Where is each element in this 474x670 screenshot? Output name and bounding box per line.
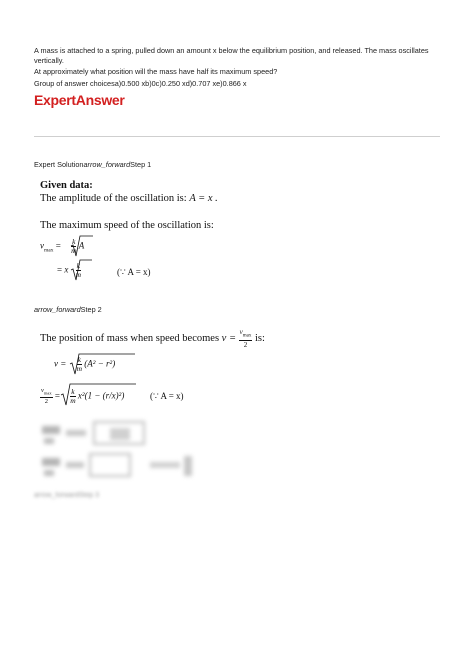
because-note-1: (∵ A = x) — [117, 267, 151, 277]
blur-glyph — [44, 470, 54, 476]
given-data-heading: Given data: — [40, 180, 93, 191]
blur-glyph — [66, 430, 86, 436]
equals-sign: = — [55, 240, 61, 251]
radical-v — [70, 354, 135, 374]
m-symbol: m — [76, 364, 82, 373]
is-text: is: — [255, 333, 265, 345]
blur-glyph — [44, 438, 54, 444]
k-symbol: k — [72, 237, 76, 246]
answer-choices: Group of answer choicesa)0.500 xb)0c)0.250 xd)0.707 xe)0.866 x — [34, 79, 247, 88]
amplitude-symbol: A — [78, 240, 85, 251]
k-symbol: k — [71, 387, 75, 397]
denominator-2: 2 — [243, 341, 248, 350]
radical-vmax-2 — [71, 260, 92, 280]
radical-vmax-1 — [71, 236, 93, 256]
amplitude-text: The amplitude of the oscillation is: — [40, 193, 187, 204]
blur-glyph — [184, 456, 192, 476]
vmax-symbol: v — [41, 387, 44, 394]
question-line-1: A mass is attached to a spring, pulled down an amount x below the equilibrium position, and released. The mass oscillates vertically. — [34, 46, 429, 65]
max-speed-statement: The maximum speed of the oscillation is: — [40, 220, 214, 231]
k-symbol: k — [77, 355, 81, 364]
blurred-equation-2 — [40, 452, 200, 484]
vmax-subscript: max — [43, 390, 52, 396]
blurred-equation-2-glyphs — [40, 452, 200, 482]
bracket-term: x²(1 − (r/x)²) — [77, 390, 125, 401]
v-equals: v = — [221, 333, 237, 345]
blur-glyph — [66, 462, 84, 468]
m-symbol: m — [70, 396, 76, 406]
blur-glyph — [42, 458, 60, 466]
amplitude-equation: A = x . — [189, 193, 218, 204]
radical-vmax-over-2 — [61, 384, 136, 405]
denominator-2: 2 — [44, 398, 48, 406]
question-line-2: At approximately what position will the mass have half its maximum speed? — [34, 67, 278, 76]
blur-glyph — [90, 454, 130, 476]
v-equals: v = — [54, 358, 67, 369]
radical-sign — [61, 236, 136, 405]
position-text: The position of mass when speed becomes — [40, 333, 220, 345]
expert-answer-logo: ExpertAnswer — [34, 92, 125, 108]
step-1-label: Step 1 — [130, 160, 152, 169]
equals-sign: = — [57, 264, 63, 275]
m-symbol: m — [71, 246, 77, 255]
blurred-equation-1-glyphs — [40, 420, 180, 450]
blurred-equation-1 — [40, 420, 180, 452]
m-symbol: m — [75, 270, 81, 279]
blur-glyph — [42, 426, 60, 434]
arrow-forward-icon: arrow_forward — [83, 160, 131, 169]
vmax-symbol: v — [239, 328, 243, 336]
blurred-step-3: arrow_forwardStep 3 — [34, 492, 99, 499]
blur-glyph — [150, 462, 180, 468]
vmax-subscript: max — [242, 333, 252, 339]
x-symbol: x — [64, 264, 69, 275]
vmax-subscript: max — [44, 247, 54, 254]
k-symbol: k — [76, 261, 80, 270]
arrow-forward-icon: arrow_forward — [34, 305, 81, 314]
expert-solution-label: Expert Solution — [34, 160, 84, 169]
because-note-2: (∵ A = x) — [150, 391, 184, 401]
equals-sign: = — [54, 390, 60, 401]
blur-glyph — [110, 428, 130, 440]
vmax-symbol: v — [40, 240, 44, 251]
step-2-label: Step 2 — [80, 305, 102, 314]
difference-term: (A² − r²) — [84, 358, 116, 369]
